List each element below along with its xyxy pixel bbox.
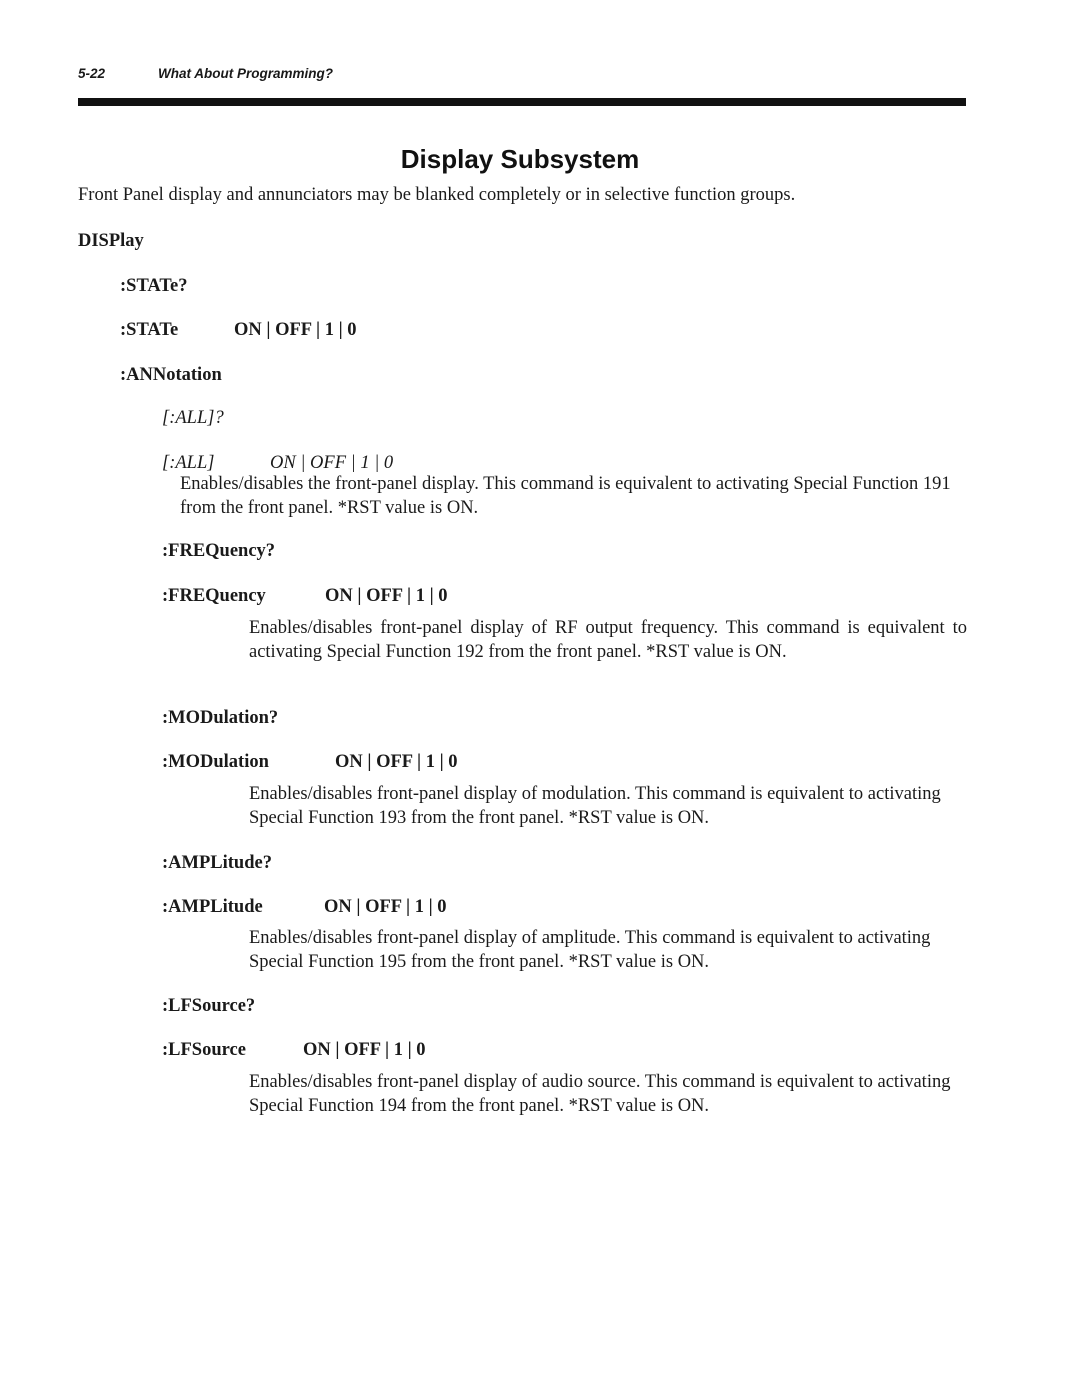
cmd-freq-name: :FREQuency [162,586,266,606]
cmd-mod [162,752,458,773]
cmd-mod-name: :MODulation [162,752,269,772]
cmd-mod-query: :MODulation? [162,708,279,728]
section-title: Display Subsystem [400,144,640,174]
header-rule [78,98,966,106]
cmd-annotation: :ANNotation [120,365,222,385]
cmd-state-args: ON | OFF | 1 | 0 [234,320,357,340]
cmd-lfs [162,1040,426,1061]
cmd-ampl-name: :AMPLitude [162,897,263,917]
cmd-state [120,320,357,341]
cmd-lfs-description: Enables/disables front-panel display of audio source. This command is equivalent to activating Special Function 194 from the front panel. *RST value is ON. [249,1072,951,1116]
cmd-all-name: [:ALL] [162,453,215,473]
cmd-all [162,453,394,474]
cmd-all-description: Enables/disables the front-panel display. This command is equivalent to activating Special Function 191 from the front panel. *RST value is ON. [180,474,951,518]
cmd-ampl-description: Enables/disables front-panel display of amplitude. This command is equivalent to activating Special Function 195 from the front panel. *RST value is ON. [249,928,931,972]
cmd-freq [162,586,448,607]
cmd-state-name: :STATe [120,320,179,340]
cmd-all-args: ON | OFF | 1 | 0 [270,453,394,473]
cmd-lfs-name: :LFSource [162,1040,246,1060]
cmd-freq-description: Enables/disables front-panel display of RF output frequency. This command is equivalent to activating Special Function 192 from the front panel. *RST value is ON. [249,618,967,662]
cmd-ampl [162,897,447,918]
running-title: What About Programming? [158,66,333,81]
cmd-state-query: :STATe? [120,276,188,296]
cmd-ampl-query: :AMPLitude? [162,853,272,873]
cmd-mod-description: Enables/disables front-panel display of modulation. This command is equivalent to activating Special Function 193 from the front panel. *RST value is ON. [249,784,941,828]
cmd-display-root: DISPlay [78,231,144,251]
cmd-lfs-args: ON | OFF | 1 | 0 [303,1040,426,1060]
cmd-mod-args: ON | OFF | 1 | 0 [335,752,458,772]
cmd-freq-args: ON | OFF | 1 | 0 [325,586,448,606]
page-number: 5-22 [78,66,106,81]
cmd-freq-query: :FREQuency? [162,541,276,561]
cmd-ampl-args: ON | OFF | 1 | 0 [324,897,447,917]
cmd-lfs-query: :LFSource? [162,996,256,1016]
section-intro: Front Panel display and annunciators may be blanked completely or in selective function groups. [78,185,796,205]
running-header [78,66,333,81]
cmd-all-query: [:ALL]? [162,408,224,428]
